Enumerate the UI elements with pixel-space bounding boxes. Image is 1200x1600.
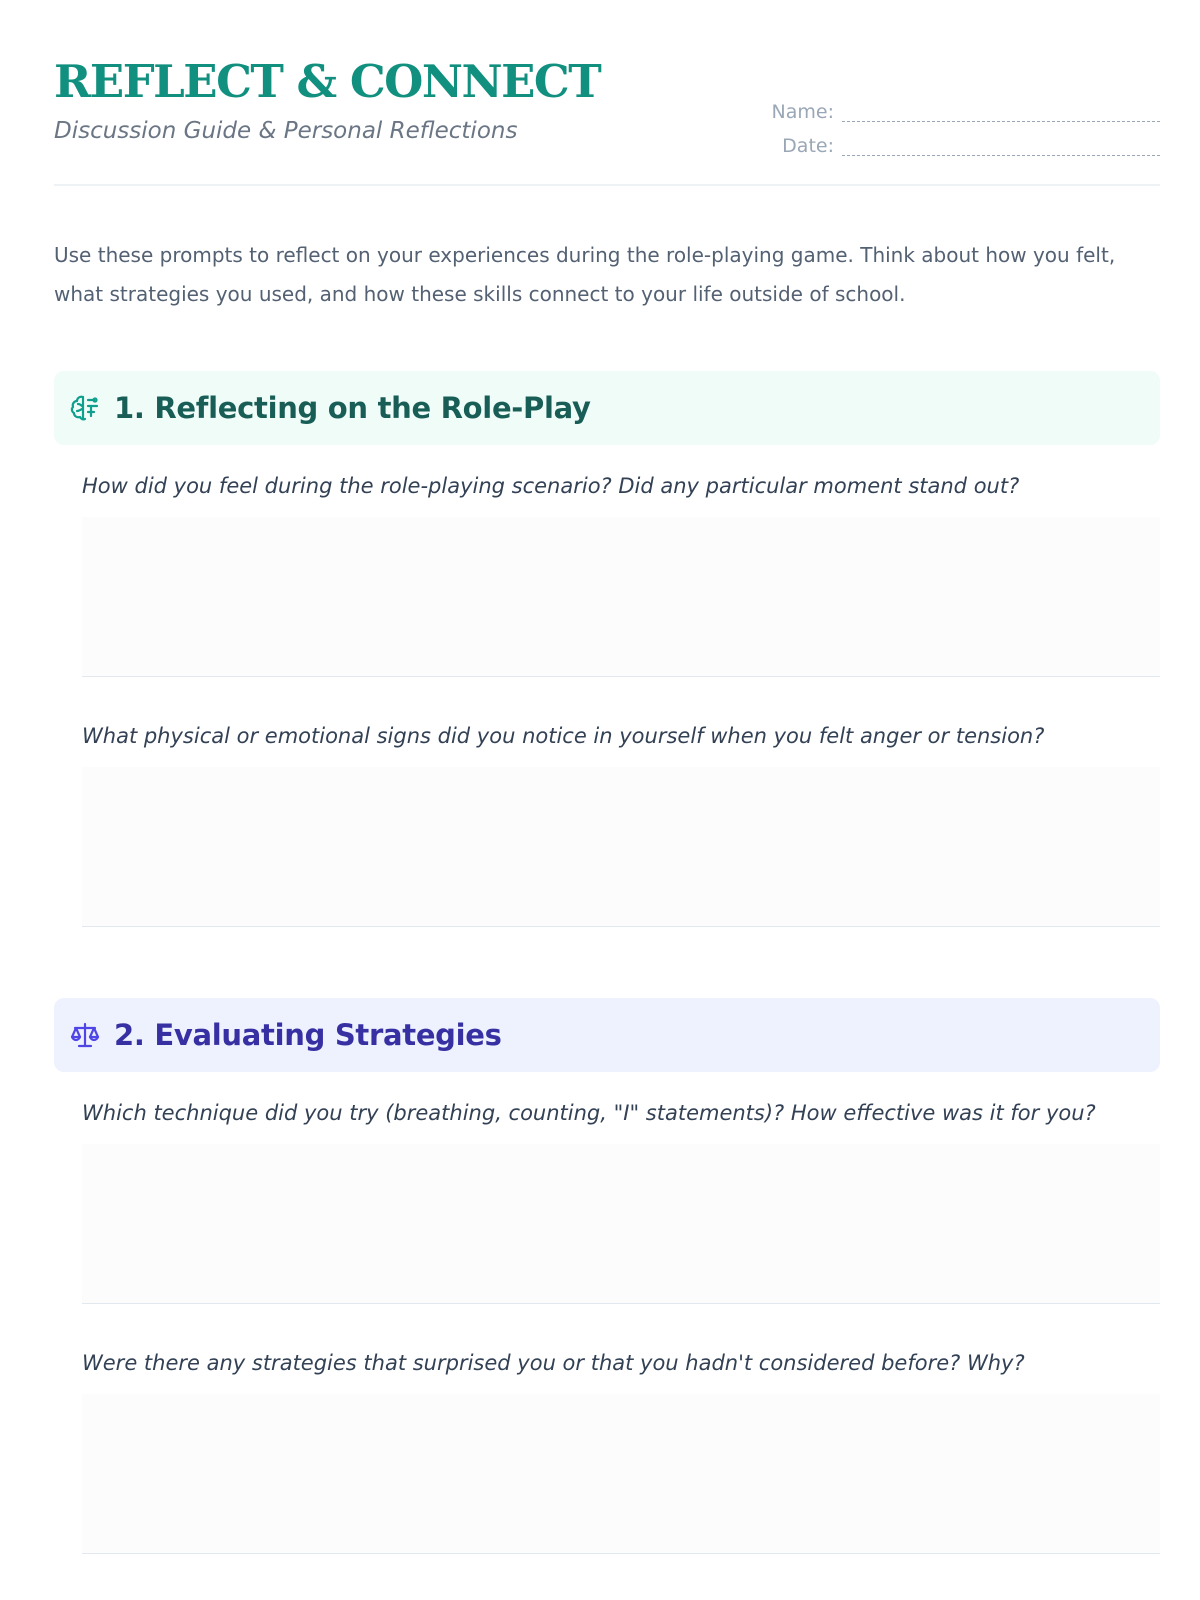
date-row bbox=[740, 122, 1160, 156]
brain-icon bbox=[68, 391, 102, 425]
scale-balance-icon bbox=[68, 1018, 102, 1052]
name-field[interactable] bbox=[842, 103, 1160, 122]
student-info bbox=[740, 88, 1160, 156]
intro-text: Use these prompts to reflect on your experiences during the role-playing game. Think about how you felt, what strategies you used, and how these skills connect to your life outside of school. bbox=[54, 243, 1116, 306]
answer-field[interactable] bbox=[82, 1394, 1160, 1554]
section-header-evaluating bbox=[54, 998, 1160, 1072]
name-label: Name: bbox=[771, 101, 834, 123]
answer-field[interactable] bbox=[82, 1144, 1160, 1304]
page-title: REFLECT & CONNECT bbox=[54, 55, 601, 108]
section-header-reflecting bbox=[54, 371, 1160, 445]
section-title: 1. Reflecting on the Role-Play bbox=[114, 391, 591, 425]
section-title: 2. Evaluating Strategies bbox=[114, 1018, 502, 1052]
question-prompt: Were there any strategies that surprised you or that you hadn't considered before? Why? bbox=[82, 1351, 1025, 1375]
worksheet-page bbox=[54, 0, 1160, 1375]
question-prompt: What physical or emotional signs did you notice in yourself when you felt anger or tension? bbox=[82, 724, 1045, 748]
name-row bbox=[740, 88, 1160, 122]
worksheet-header bbox=[54, 0, 1160, 186]
date-label: Date: bbox=[782, 135, 834, 157]
answer-field[interactable] bbox=[82, 767, 1160, 927]
question-prompt: Which technique did you try (breathing, counting, "I" statements)? How effective was it for you? bbox=[82, 1101, 1096, 1125]
question-prompt: How did you feel during the role-playing scenario? Did any particular moment stand out? bbox=[82, 474, 1020, 498]
page-subtitle: Discussion Guide & Personal Reflections bbox=[54, 118, 518, 144]
answer-field[interactable] bbox=[82, 517, 1160, 677]
date-field[interactable] bbox=[842, 137, 1160, 156]
